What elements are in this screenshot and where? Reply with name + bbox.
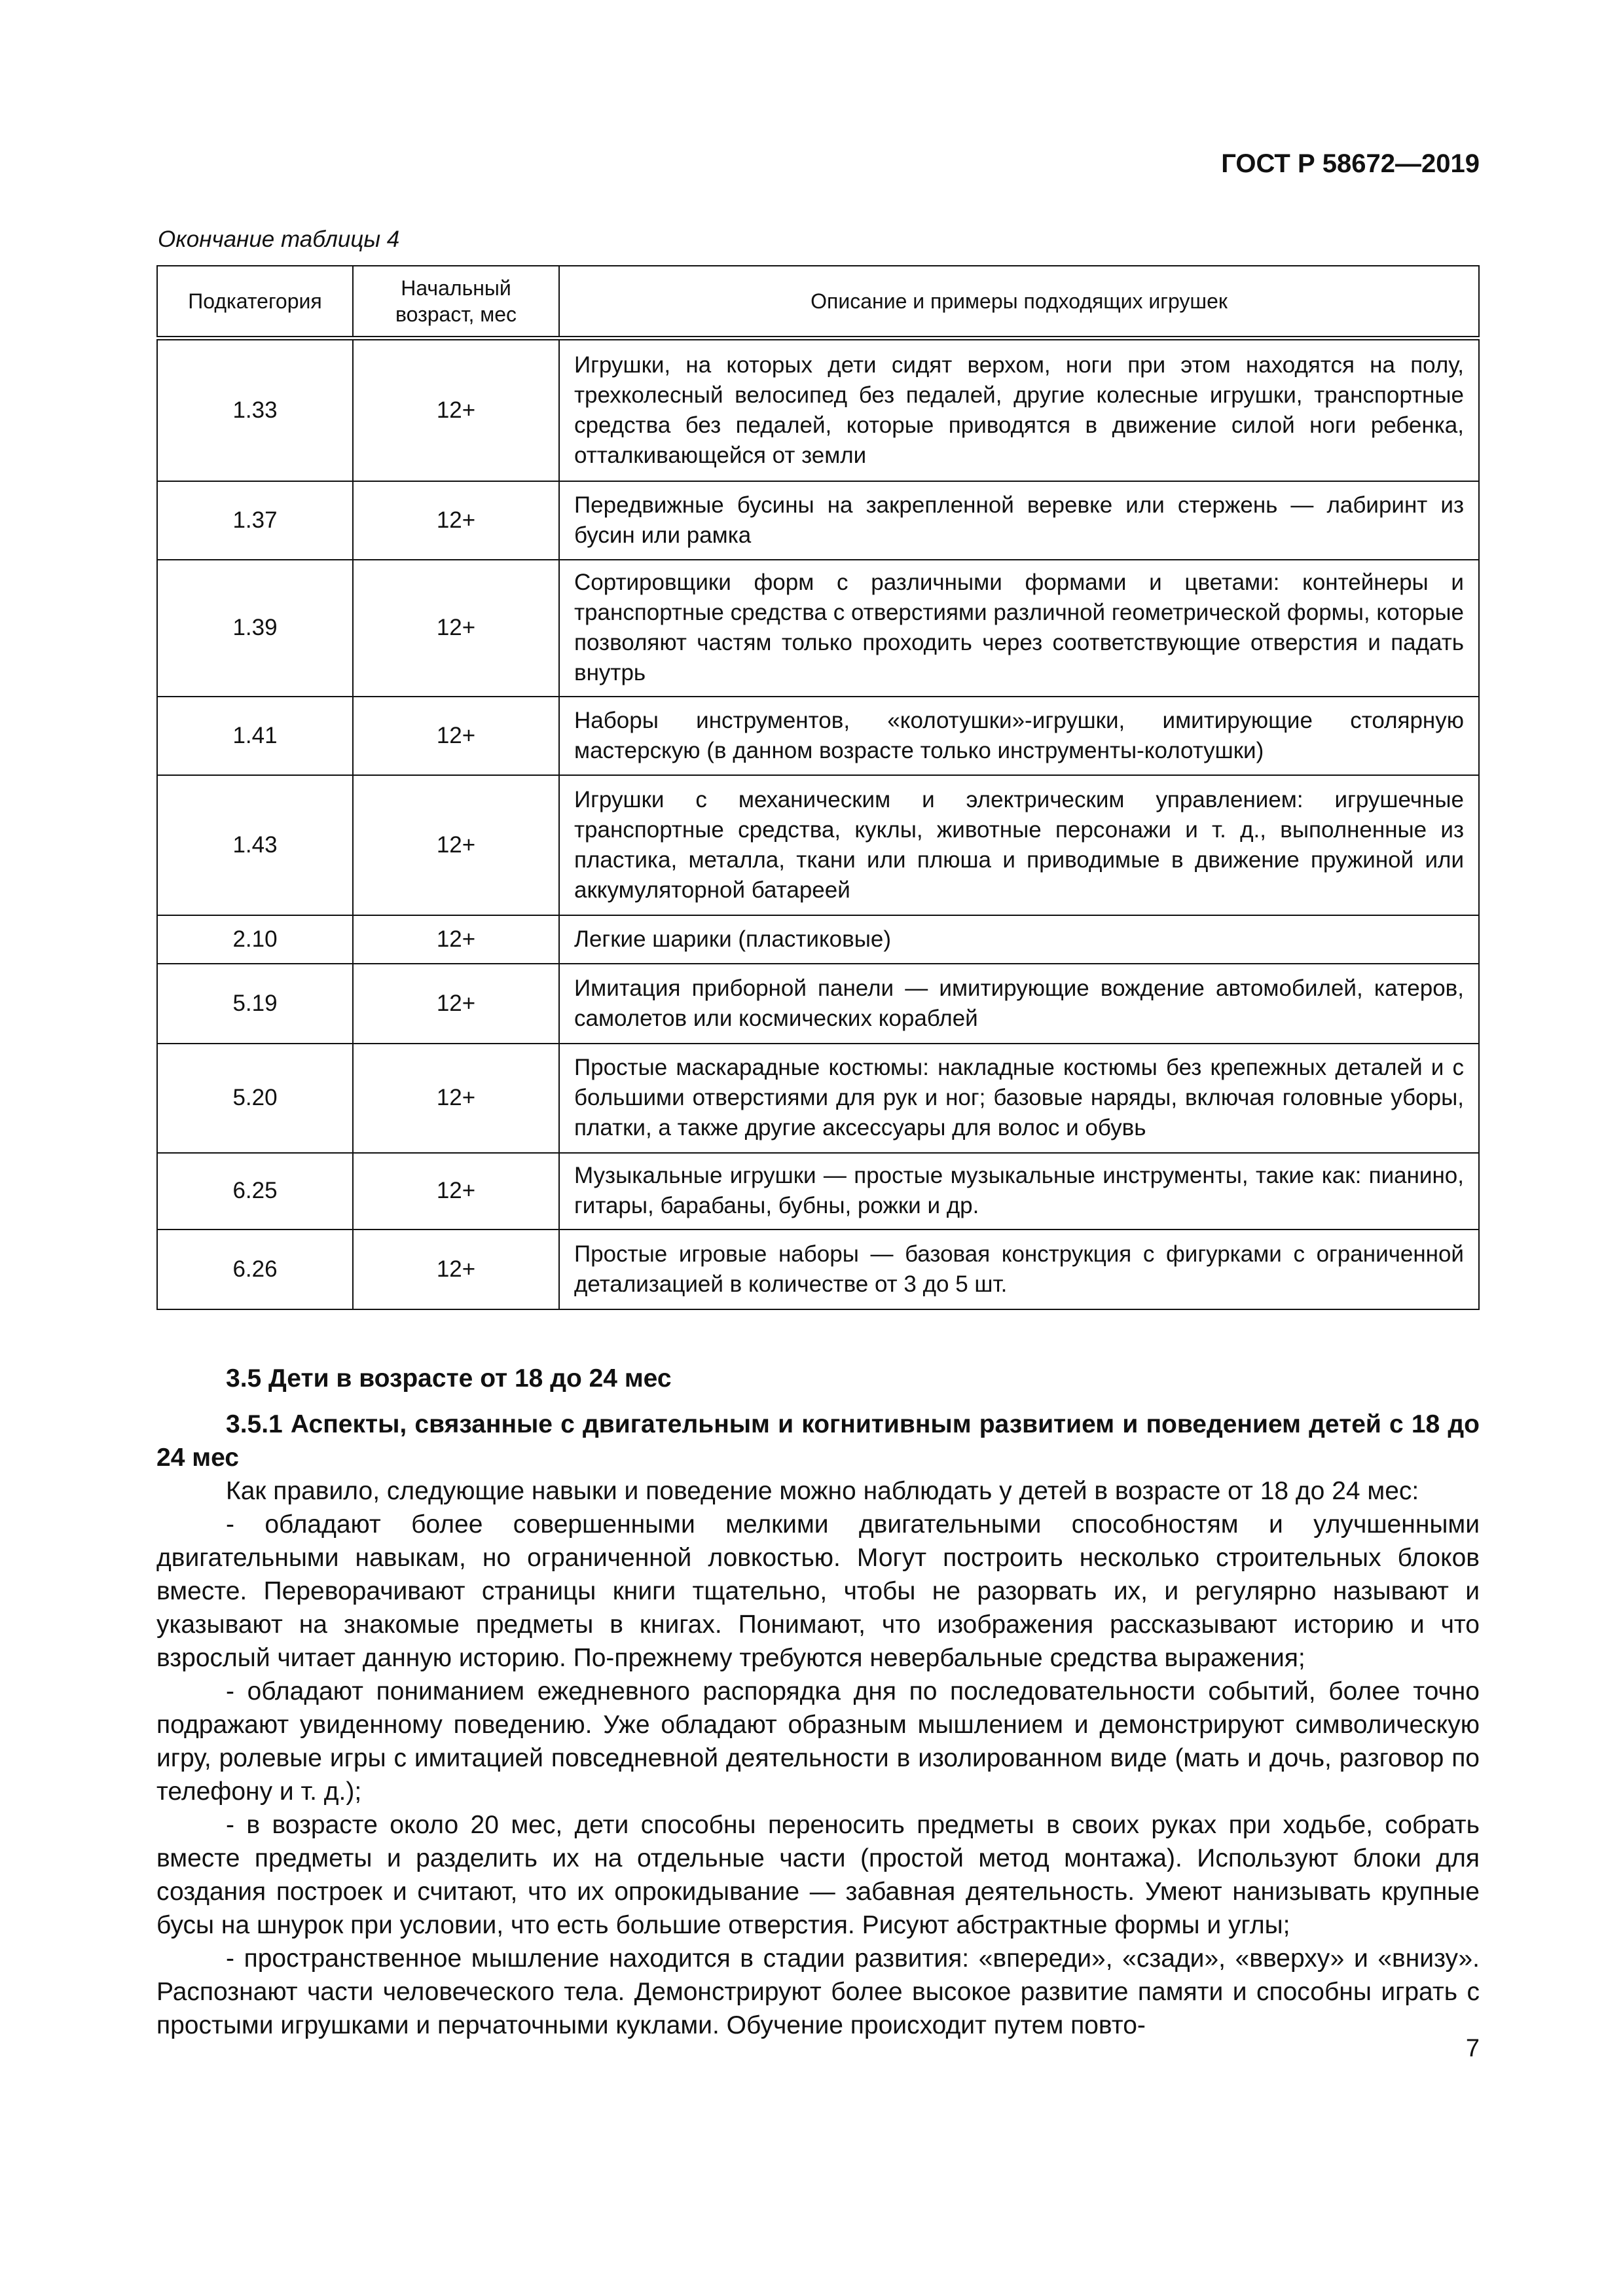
subcategory-cell: 2.10	[157, 915, 353, 964]
table-row	[157, 697, 1479, 775]
subcategory-cell: 1.41	[157, 697, 353, 775]
table-row	[157, 338, 1479, 481]
age-cell: 12+	[353, 1230, 559, 1309]
description-cell: Игрушки с механическим и электрическим управлением: игрушечные транспортные средства, куклы, животные персонажи и т. д., выполненные из пластика, металла, ткани или плюша и приводимые в движение пружиной или аккумуляторной батареей	[559, 775, 1479, 915]
description-cell: Наборы инструментов, «колотушки»-игрушки, имитирующие столярную мастерскую (в данном возрасте только инструменты-колотушки)	[559, 697, 1479, 775]
subcategory-cell: 6.25	[157, 1153, 353, 1230]
column-header-subcategory: Подкатегория	[157, 266, 353, 338]
age-cell: 12+	[353, 560, 559, 697]
subcategory-cell: 1.37	[157, 481, 353, 560]
age-cell: 12+	[353, 338, 559, 481]
description-cell: Музыкальные игрушки — простые музыкальные инструменты, такие как: пианино, гитары, барабаны, бубны, рожки и др.	[559, 1153, 1479, 1230]
paragraph: Как правило, следующие навыки и поведение можно наблюдать у детей в возрасте от 18 до 24 мес:	[226, 1477, 1419, 1505]
table-caption: Окончание таблицы 4	[158, 227, 400, 252]
description-cell: Простые игровые наборы — базовая конструкция с фигурками с ограниченной детализацией в количестве от 3 до 5 шт.	[559, 1230, 1479, 1309]
age-cell: 12+	[353, 1044, 559, 1153]
page-number: 7	[1465, 2035, 1480, 2062]
section-body	[156, 1362, 1480, 2042]
age-cell: 12+	[353, 1153, 559, 1230]
subcategory-cell: 1.33	[157, 338, 353, 481]
column-header-description: Описание и примеры подходящих игрушек	[559, 266, 1479, 338]
paragraph: - в возрасте около 20 мес, дети способны переносить предметы в своих руках при ходьбе, собрать вместе предметы и разделить их на отдельные части (простой метод монтажа). Используют блоки для создания построек и считают, что их опрокидывание — забавная деятельность. Умеют нанизывать крупные бусы на шнурок при условии, что есть большие отверстия. Рисуют абстрактные формы и углы;	[156, 1811, 1480, 1939]
table-row	[157, 481, 1479, 560]
age-cell: 12+	[353, 915, 559, 964]
table-row	[157, 915, 1479, 964]
subcategory-cell: 1.39	[157, 560, 353, 697]
age-cell: 12+	[353, 964, 559, 1044]
age-cell: 12+	[353, 775, 559, 915]
table-row	[157, 1230, 1479, 1309]
description-cell: Простые маскарадные костюмы: накладные костюмы без крепежных деталей и с большими отверстиями для рук и ног; базовые наряды, включая головные уборы, платки, а также другие аксессуары для волос и обувь	[559, 1044, 1479, 1153]
table-row	[157, 1153, 1479, 1230]
document-id: ГОСТ Р 58672—2019	[1221, 149, 1480, 178]
paragraph: - обладают пониманием ежедневного распорядка дня по последовательности событий, более точно подражают увиденному поведению. Уже обладают образным мышлением и демонстрируют символическую игру, ролевые игры с имитацией повседневной деятельности в изолированном виде (мать и дочь, разговор по телефону и т. д.);	[156, 1677, 1480, 1806]
subcategory-cell: 5.19	[157, 964, 353, 1044]
description-cell: Игрушки, на которых дети сидят верхом, ноги при этом находятся на полу, трехколесный велосипед без педалей, другие колесные игрушки, транспортные средства без педалей, которые приводятся в движение силой ноги ребенка, отталкивающейся от земли	[559, 338, 1479, 481]
subcategory-cell: 5.20	[157, 1044, 353, 1153]
section-heading: 3.5 Дети в возрасте от 18 до 24 мес	[226, 1364, 672, 1393]
description-cell: Сортировщики форм с различными формами и цветами: контейнеры и транспортные средства с отверстиями различной геометрической формы, которые позволяют частям только проходить через соответствующие отверстия и падать внутрь	[559, 560, 1479, 697]
table-row	[157, 1044, 1479, 1153]
column-header-age: Начальный возраст, мес	[353, 266, 559, 338]
subsection-heading: 3.5.1 Аспекты, связанные с двигательным и когнитивным развитием и поведением детей с 18 до 24 мес	[156, 1410, 1480, 1472]
toys-table	[156, 265, 1480, 1310]
description-cell: Имитация приборной панели — имитирующие вождение автомобилей, катеров, самолетов или космических кораблей	[559, 964, 1479, 1044]
paragraph: - обладают более совершенными мелкими двигательными способностям и улучшенными двигательными навыкам, но ограниченной ловкостью. Могут построить несколько строительных блоков вместе. Переворачивают страницы книги тщательно, чтобы не разорвать их, и регулярно называют и указывают на знакомые предметы в книгах. Понимают, что изображения рассказывают историю и что взрослый читает данную историю. По-прежнему требуются невербальные средства выражения;	[156, 1510, 1480, 1672]
description-cell: Передвижные бусины на закрепленной веревке или стержень — лабиринт из бусин или рамка	[559, 481, 1479, 560]
table-header-row	[157, 266, 1479, 338]
age-cell: 12+	[353, 481, 559, 560]
table-row	[157, 964, 1479, 1044]
table-row	[157, 560, 1479, 697]
table-row	[157, 775, 1479, 915]
subcategory-cell: 1.43	[157, 775, 353, 915]
paragraph: - пространственное мышление находится в стадии развития: «впереди», «сзади», «вверху» и «внизу». Распознают части человеческого тела. Демонстрируют более высокое развитие памяти и способны играть с простыми игрушками и перчаточными куклами. Обучение происходит путем повто-	[156, 1944, 1480, 2039]
age-cell: 12+	[353, 697, 559, 775]
description-cell: Легкие шарики (пластиковые)	[559, 915, 1479, 964]
subcategory-cell: 6.26	[157, 1230, 353, 1309]
